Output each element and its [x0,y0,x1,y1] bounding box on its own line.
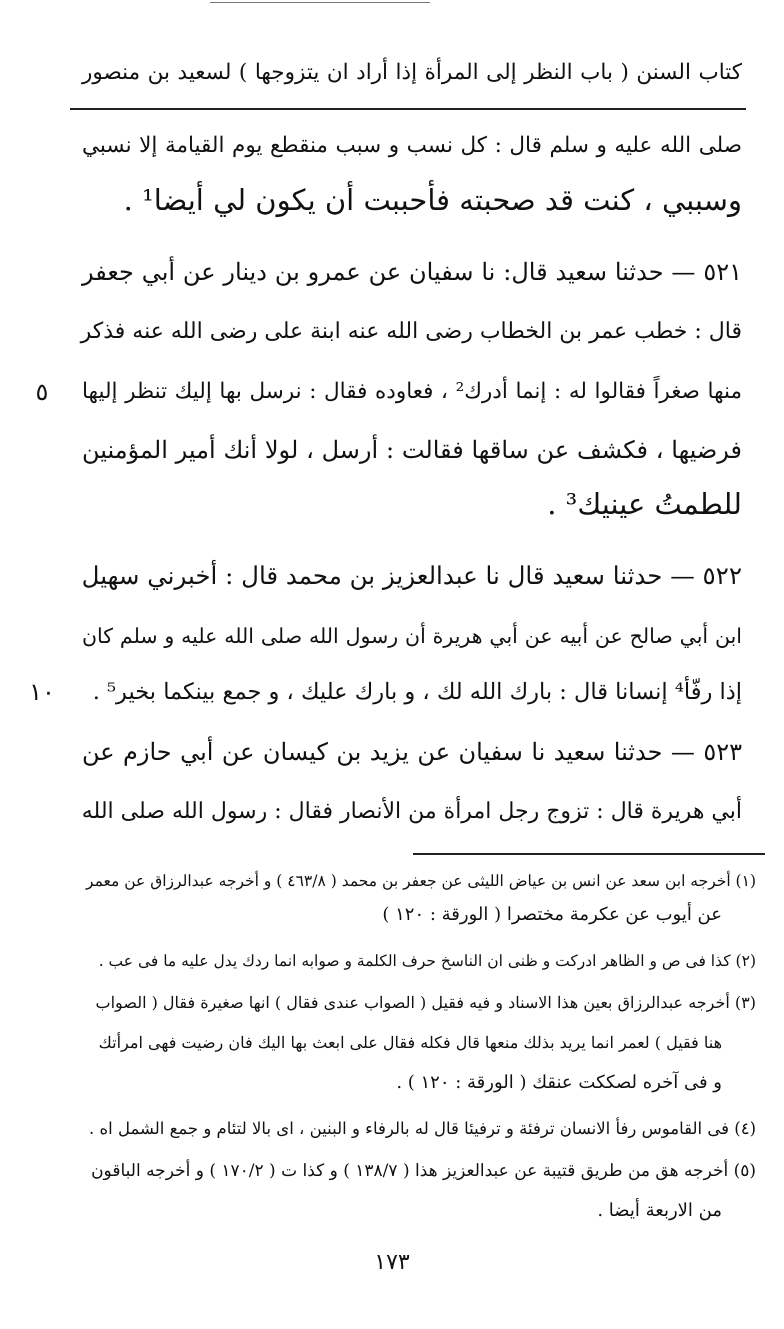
hadith-521-heading-line: ٥٢١ — حدثنا سعيد قال: نا سفيان عن عمرو بن دينار عن أبي جعفر [82,258,742,286]
margin-line-number: ١٠ [29,678,55,706]
page-number: ١٧٣ [374,1250,410,1275]
text-line: للطمتُ عينيك³ . [547,487,742,521]
footnote-line: من الاربعة أيضا . [597,1200,722,1221]
hadith-522-heading-line: ٥٢٢ — حدثنا سعيد قال نا عبدالعزيز بن محمد قال : أخبرني سهيل [81,561,742,590]
footnote-rule [413,853,765,855]
footnote-line: (٤) فى القاموس رفأ الانسان ترفئة و ترفيئا قال له بالرفاء و البنين ، اى بالا لتئام و جمع الشمل اه . [89,1119,756,1138]
footnote-line: (٢) كذا فى ص و الظاهر ادركت و ظنى ان الناسخ حرف الكلمة و صوابه انما ردك يدل عليه ما فى عب . [98,952,756,970]
top-edge-rule [210,2,430,3]
text-line: إذا رفّأ⁴ إنسانا قال : بارك الله لك ، و بارك عليك ، و جمع بينكما بخير⁵ . [92,679,742,705]
text-line: ابن أبي صالح عن أبيه عن أبي هريرة أن رسول الله صلى الله عليه و سلم كان [82,624,742,648]
text-line: قال : خطب عمر بن الخطاب رضى الله عنه ابنة على رضى الله عنه فذكر [80,319,742,344]
footnote-line: و فى آخره لصككت عنقك ( الورقة : ١٢٠ ) . [396,1072,722,1093]
footnote-line: عن أيوب عن عكرمة مختصرا ( الورقة : ١٢٠ ) [382,904,722,925]
text-line: فرضيها ، فكشف عن ساقها فقالت : أرسل ، لولا أنك أمير المؤمنين [82,436,742,464]
footnote-line: (٥) أخرجه هق من طريق قتيبة عن عبدالعزيز هذا ( ١٣٨/٧ ) و كذا ت ( ١٧٠/٢ ) و أخرجه الباقون [91,1161,756,1181]
text-line: أبي هريرة قال : تزوج رجل امرأة من الأنصار فقال : رسول الله صلى الله [81,799,742,824]
hadith-523-heading-line: ٥٢٣ — حدثنا سعيد نا سفيان عن يزيد بن كيسان عن أبي حازم عن [82,738,742,766]
margin-line-number: ٥ [35,378,49,406]
header-rule [70,108,746,110]
text-line: منها صغراً فقالوا له : إنما أدرك² ، فعاوده فقال : نرسل بها إليك تنظر إليها [82,379,742,404]
footnote-line: (١) أخرجه ابن سعد عن انس بن عياض الليثى عن جعفر بن محمد ( ٤٦٣/٨ ) و أخرجه عبدالرزاق عن معمر [86,872,756,890]
footnote-line: هنا فقيل ) لعمر انما يريد بذلك منعها قال فكله فقال على ابعث بها اليك فان رضيت فهى امرأتك [98,1033,722,1052]
text-line: وسببي ، كنت قد صحبته فأحببت أن يكون لي أيضا¹ . [123,183,742,217]
running-head: كتاب السنن ( باب النظر إلى المرأة إذا أراد ان يتزوجها ) لسعيد بن منصور [82,60,742,85]
text-line: صلى الله عليه و سلم قال : كل نسب و سبب منقطع يوم القيامة إلا نسبي [82,133,742,158]
footnote-line: (٣) أخرجه عبدالرزاق بعين هذا الاسناد و فيه فقيل ( الصواب عندى فقال ) انها صغيرة فقال ( الصواب [95,993,756,1012]
